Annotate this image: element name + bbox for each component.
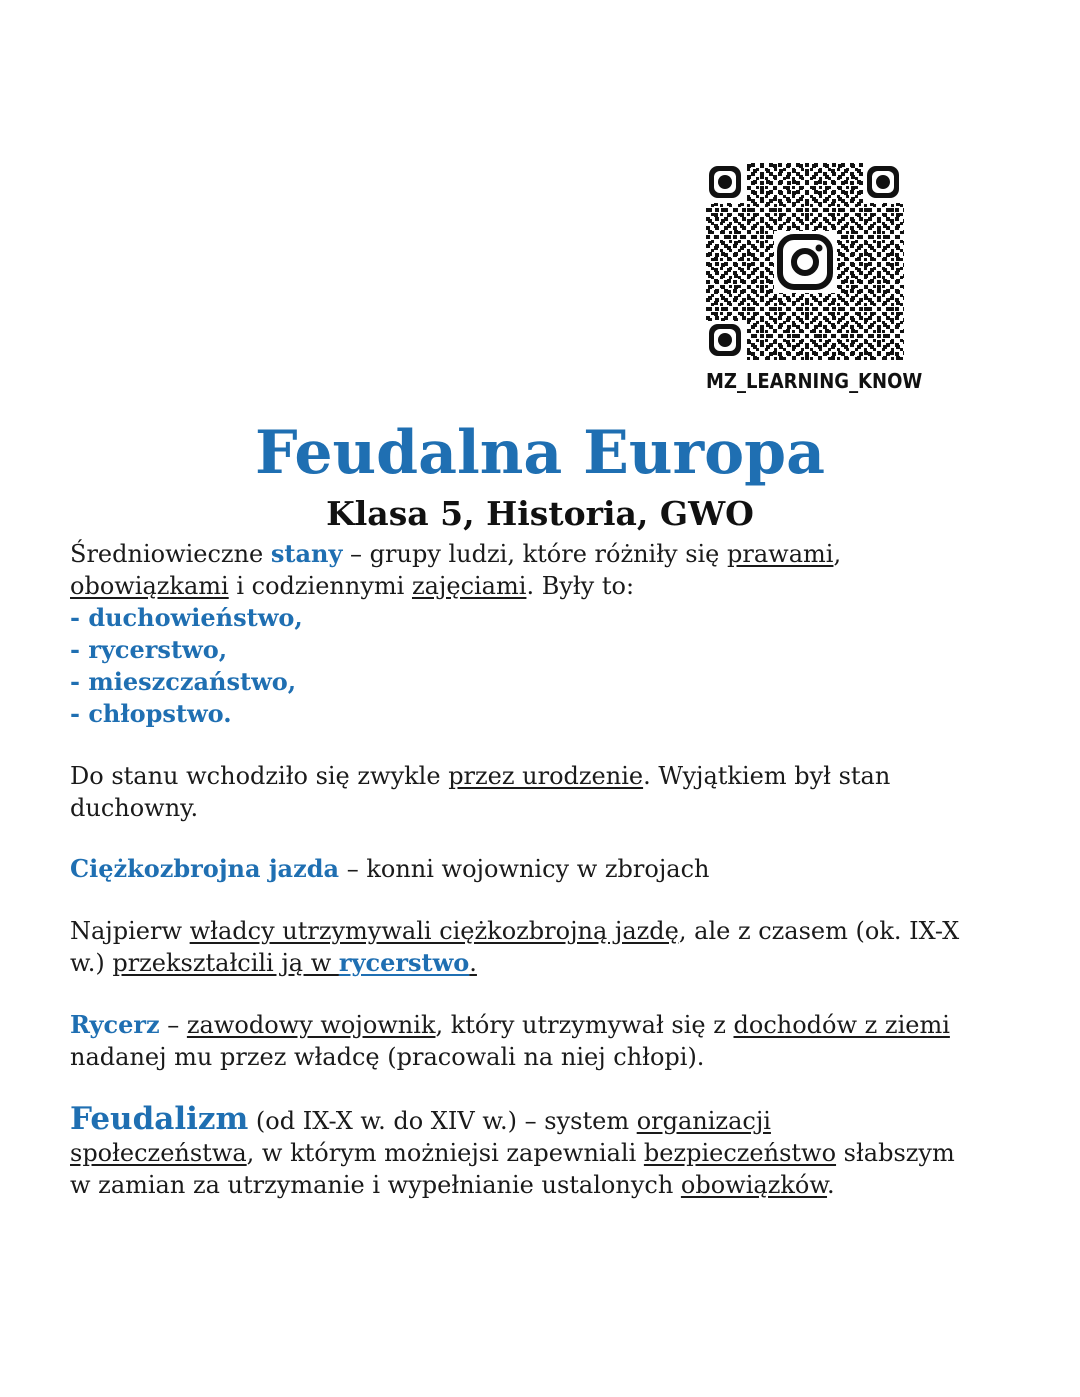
keyword-zawodowy-wojownik: zawodowy wojownik: [186, 1011, 436, 1039]
text-segment: w.): [70, 949, 113, 977]
text-segment: .: [469, 949, 477, 977]
keyword-zajeciami: zajęciami: [411, 572, 527, 600]
keyword-dochodow: dochodów z ziemi: [733, 1011, 950, 1039]
text-segment: słabszym: [836, 1139, 955, 1167]
notes-body: [70, 538, 1020, 1201]
page-subtitle: Klasa 5, Historia, GWO: [326, 494, 754, 533]
term-feudalizm: Feudalizm: [70, 1101, 249, 1137]
text-segment: – konni wojownicy w zbrojach: [339, 855, 710, 883]
text-segment: w zamian za utrzymanie i wypełnianie ustalonych: [70, 1171, 681, 1199]
qr-code-block: [706, 163, 923, 393]
text-segment: nadanej mu przez władcę (pracowali na niej chłopi).: [70, 1043, 705, 1071]
qr-code-icon: [706, 163, 904, 361]
text-segment: –: [159, 1011, 187, 1039]
text-segment: duchowny.: [70, 794, 199, 822]
keyword-spoleczenstwa: społeczeństwa: [70, 1139, 247, 1167]
cavalry-definition: [70, 853, 1020, 885]
keyword-bezpieczenstwo: bezpieczeństwo: [643, 1139, 837, 1167]
text-segment: i codziennymi: [228, 572, 412, 600]
birth-paragraph: [70, 760, 1020, 824]
text-segment: Do stanu wchodziło się zwykle: [70, 762, 449, 790]
rulers-paragraph: [70, 915, 1020, 979]
text-segment: . Były to:: [526, 572, 635, 600]
text-segment: Średniowieczne: [70, 540, 271, 568]
stany-definition: [70, 538, 1020, 602]
text-segment: ,: [833, 540, 842, 568]
list-item: - mieszczaństwo,: [70, 667, 297, 696]
page-title: Feudalna Europa: [255, 418, 825, 488]
term-ciezkozbrojna-jazda: Ciężkozbrojna jazda: [70, 854, 340, 883]
list-item: - chłopstwo.: [70, 699, 232, 728]
keyword-obowiazkami: obowiązkami: [70, 572, 229, 600]
text-segment: Najpierw: [70, 917, 190, 945]
text-segment: . Wyjątkiem był stan: [643, 762, 891, 790]
term-rycerz: Rycerz: [70, 1010, 160, 1039]
finder-top-left: [706, 163, 746, 203]
text-segment: , który utrzymywał się z: [435, 1011, 734, 1039]
term-stany: stany: [270, 539, 343, 568]
keyword-urodzenie: przez urodzenie: [448, 762, 644, 790]
keyword-organizacji: organizacji: [636, 1107, 771, 1135]
list-item: - rycerstwo,: [70, 635, 228, 664]
text-segment: , ale z czasem (ok. IX-X: [678, 917, 960, 945]
stany-list: [70, 602, 1020, 730]
feudalism-definition: [70, 1103, 1020, 1201]
finder-bottom-left: [706, 321, 746, 361]
finder-top-right: [864, 163, 904, 203]
instagram-handle: MZ_LEARNING_KNOW: [706, 369, 923, 393]
list-item: - duchowieństwo,: [70, 603, 303, 632]
text-segment: , w którym możniejsi zapewniali: [246, 1139, 644, 1167]
text-segment: (od IX-X w. do XIV w.) – system: [248, 1107, 637, 1135]
knight-definition: [70, 1009, 1020, 1073]
instagram-icon: [774, 231, 836, 293]
text-segment: – grupy ludzi, które różniły się: [342, 540, 728, 568]
text-segment: .: [827, 1171, 835, 1199]
term-rycerstwo: rycerstwo: [338, 948, 470, 977]
keyword-przeksztalcili: przekształcili ją w: [112, 949, 339, 977]
keyword-prawami: prawami: [727, 540, 834, 568]
keyword-obowiazkow: obowiązków: [680, 1171, 828, 1199]
keyword-wladcy: władcy utrzymywali ciężkozbrojną jazdę: [189, 917, 679, 945]
